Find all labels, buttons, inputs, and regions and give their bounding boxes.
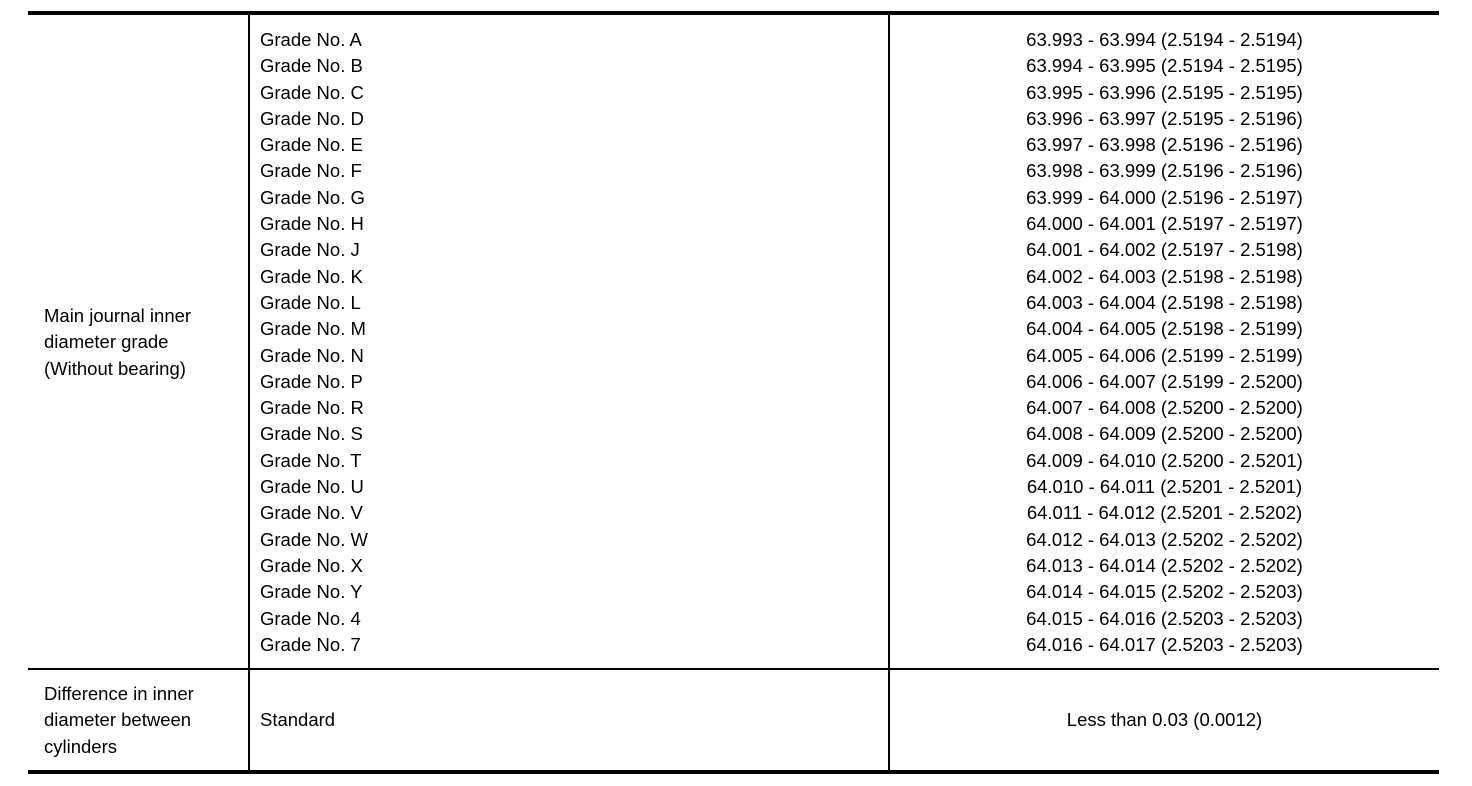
diameter-value: 64.011 - 64.012 (2.5201 - 2.5202) — [1026, 502, 1303, 524]
condition-label: Standard — [260, 709, 336, 731]
table-row — [28, 13, 1439, 669]
grade-label: Grade No. R — [260, 397, 364, 419]
grade-label: Grade No. A — [260, 29, 362, 50]
diameter-value: 64.004 - 64.005 (2.5198 - 2.5199) — [1026, 318, 1303, 340]
grade-label: Grade No. L — [260, 291, 361, 313]
diameter-value: 64.013 - 64.014 (2.5202 - 2.5202) — [1026, 554, 1303, 576]
item-line: (Without bearing) — [44, 357, 186, 379]
value-list-cell — [889, 13, 1439, 669]
diameter-value: 63.998 - 63.999 (2.5196 - 2.5196) — [1026, 160, 1303, 182]
grade-label: Grade No. M — [260, 318, 366, 340]
grade-label: Grade No. C — [260, 81, 364, 103]
item-line: diameter grade — [44, 331, 169, 353]
diameter-value: 63.999 - 64.000 (2.5196 - 2.5197) — [1026, 186, 1303, 208]
grade-label: Grade No. N — [260, 344, 364, 366]
diameter-value: 64.014 - 64.015 (2.5202 - 2.5203) — [1026, 581, 1303, 603]
item-cell — [28, 669, 249, 772]
diameter-value: 64.016 - 64.017 (2.5203 - 2.5203) — [1026, 633, 1303, 655]
item-line: Main journal inner — [44, 305, 192, 327]
item-cell — [28, 13, 249, 669]
grade-list-cell — [249, 13, 889, 669]
grade-label: Grade No. J — [260, 239, 360, 261]
grade-label: Grade No. W — [260, 528, 368, 550]
diameter-value: 63.996 - 63.997 (2.5195 - 2.5196) — [1026, 107, 1303, 129]
diameter-value: 64.005 - 64.006 (2.5199 - 2.5199) — [1026, 344, 1303, 366]
spec-table — [28, 11, 1439, 774]
value-cell — [889, 669, 1439, 772]
diameter-value: 64.002 - 64.003 (2.5198 - 2.5198) — [1026, 265, 1303, 287]
grade-label: Grade No. K — [260, 265, 363, 287]
grade-label: Grade No. T — [260, 449, 362, 471]
condition-cell — [249, 669, 889, 772]
item-line: Difference in inner — [44, 683, 194, 705]
diameter-value: 64.010 - 64.011 (2.5201 - 2.5201) — [1026, 476, 1303, 498]
diameter-value: 63.995 - 63.996 (2.5195 - 2.5195) — [1026, 81, 1303, 103]
diameter-value: 64.003 - 64.004 (2.5198 - 2.5198) — [1026, 291, 1303, 313]
diameter-value: 63.993 - 63.994 (2.5194 - 2.5194) — [1026, 29, 1303, 50]
grade-label: Grade No. V — [260, 502, 363, 524]
grade-label: Grade No. U — [260, 476, 364, 498]
grade-label: Grade No. 7 — [260, 633, 361, 655]
grade-label: Grade No. X — [260, 554, 363, 576]
diameter-value: 64.012 - 64.013 (2.5202 - 2.5202) — [1026, 528, 1303, 550]
grade-label: Grade No. E — [260, 134, 363, 156]
grade-label: Grade No. S — [260, 423, 363, 445]
table-row — [28, 669, 1439, 772]
grade-label: Grade No. 4 — [260, 607, 361, 629]
grade-label: Grade No. F — [260, 160, 362, 182]
grade-label: Grade No. G — [260, 186, 365, 208]
diameter-value: 64.008 - 64.009 (2.5200 - 2.5200) — [1026, 423, 1303, 445]
diameter-value: 64.006 - 64.007 (2.5199 - 2.5200) — [1026, 370, 1303, 392]
grade-label: Grade No. D — [260, 107, 364, 129]
diameter-value: 64.000 - 64.001 (2.5197 - 2.5197) — [1026, 213, 1303, 235]
diameter-value: 64.009 - 64.010 (2.5200 - 2.5201) — [1026, 449, 1303, 471]
grade-label: Grade No. B — [260, 55, 363, 77]
diameter-value: 64.007 - 64.008 (2.5200 - 2.5200) — [1026, 397, 1303, 419]
grade-label: Grade No. Y — [260, 581, 363, 603]
difference-value: Less than 0.03 (0.0012) — [1066, 709, 1263, 731]
grade-label: Grade No. H — [260, 213, 364, 235]
diameter-value: 63.997 - 63.998 (2.5196 - 2.5196) — [1026, 134, 1303, 156]
diameter-value: 64.001 - 64.002 (2.5197 - 2.5198) — [1026, 239, 1303, 261]
item-line: cylinders — [44, 735, 117, 757]
item-line: diameter between — [44, 709, 192, 731]
grade-label: Grade No. P — [260, 370, 363, 392]
diameter-value: 64.015 - 64.016 (2.5203 - 2.5203) — [1026, 607, 1303, 629]
diameter-value: 63.994 - 63.995 (2.5194 - 2.5195) — [1026, 55, 1303, 77]
